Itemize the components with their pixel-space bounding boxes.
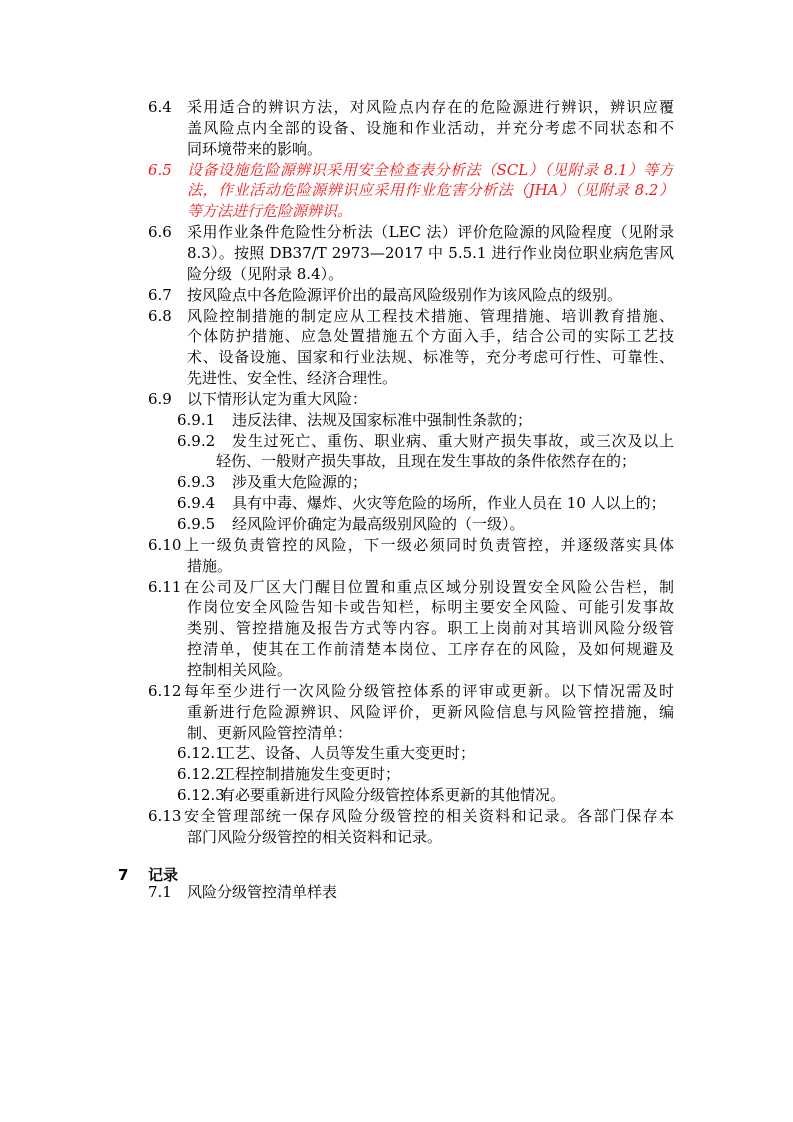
section-number: 7 — [118, 866, 129, 884]
clause-text-line: 先进性、安全性、经济合理性。 — [187, 369, 398, 388]
clause-text-line: 工程控制措施发生变更时； — [220, 765, 401, 784]
clause-text-line: 工艺、设备、人员等发生重大变更时； — [220, 744, 476, 763]
clause-text-line: 同环境带来的影响。 — [187, 139, 323, 158]
clause-label: 7.1 — [148, 883, 172, 901]
clause-text-line: 安全管理部统一保存风险分级管控的相关资料和记录。各部门保存本 — [184, 806, 674, 825]
clause-text-line: 术、设备设施、国家和行业法规、标准等，充分考虑可行性、可靠性、 — [187, 348, 674, 367]
clause-text-line: 按风险点中各危险源评价出的最高风险级别作为该风险点的级别。 — [187, 285, 623, 304]
clause-text-line: 等方法进行危险源辨识。 — [187, 202, 353, 221]
clause-text-line: 上一级负责管控的风险，下一级必须同时负责管控，并逐级落实具体 — [184, 535, 674, 554]
clause-text-line: 重新进行危险源辨识、风险评价，更新风险信息与风险管控措施，编 — [187, 702, 674, 721]
clause-label: 6.4 — [148, 98, 172, 116]
clause-text-line: 轻伤、一般财产损失事故，且现在发生事故的条件依然存在的； — [216, 452, 637, 471]
clause-label: 6.8 — [148, 306, 172, 325]
clause-label: 6.9.5 — [177, 515, 216, 533]
clause-label: 6.9.4 — [177, 494, 216, 513]
clause-text-line: 类别、管控措施及报告方式等内容。职工上岗前对其培训风险分级管 — [187, 619, 674, 638]
clause-text-line: 控制相关风险。 — [187, 660, 293, 679]
clause-text-line: 制、更新风险管控清单： — [187, 723, 353, 742]
clause-text-line: 措施。 — [187, 556, 233, 575]
clause-text-line: 在公司及厂区大门醒目位置和重点区域分别设置安全风险公告栏，制 — [184, 577, 674, 596]
clause-label: 6.9 — [148, 389, 172, 408]
clause-text-line: 个体防护措施、应急处置措施五个方面入手，结合公司的实际工艺技 — [187, 327, 674, 346]
clause-text-line: 发生过死亡、重伤、职业病、重大财产损失事故，或三次及以上 — [232, 431, 674, 450]
clause-text-line: 作岗位安全风险告知卡或告知栏，标明主要安全风险、可能引发事故 — [187, 598, 674, 617]
clause-label: 6.7 — [148, 285, 172, 304]
clause-text-line: 采用适合的辨识方法，对风险点内存在的危险源进行辨识，辨识应覆 — [187, 98, 674, 116]
clause-label: 6.6 — [148, 223, 172, 242]
clause-text-line: 控清单，使其在工作前清楚本岗位、工序存在的风险，及如何规避及 — [187, 640, 674, 659]
clause-label: 6.9.3 — [177, 473, 216, 492]
clause-text-line: 法，作业活动危险源辨识应采用作业危害分析法（JHA）（见附录 8.2） — [187, 181, 674, 200]
clause-text: 风险分级管控清单样表 — [187, 883, 338, 901]
clause-text-line: 每年至少进行一次风险分级管控体系的评审或更新。以下情况需及时 — [184, 681, 674, 700]
clause-text-line: 以下情形认定为重大风险： — [187, 389, 368, 408]
clause-label: 6.5 — [148, 160, 172, 179]
clause-label: 6.12 — [148, 681, 182, 700]
clause-text-line: 违反法律、法规及国家标准中强制性条款的； — [232, 410, 533, 429]
clause-label: 6.12.1 — [177, 744, 225, 763]
clause-text-line: 具有中毒、爆炸、火灾等危险的场所，作业人员在 10 人以上的； — [232, 494, 666, 513]
clause-text-line: 盖风险点内全部的设备、设施和作业活动，并充分考虑不同状态和不 — [187, 118, 674, 137]
clause-label: 6.9.2 — [177, 431, 216, 450]
clause-text-line: 采用作业条件危险性分析法（LEC 法）评价危险源的风险程度（见附录 — [187, 223, 674, 242]
clause-text-line: 有必要重新进行风险分级管控体系更新的其他情况。 — [220, 786, 566, 805]
clause-text-line: 经风险评价确定为最高级别风险的（一级）。 — [232, 515, 525, 533]
clause-text-line: 设备设施危险源辨识采用安全检查表分析法（SCL）（见附录 8.1）等方 — [187, 160, 674, 179]
clause-label: 6.10 — [148, 535, 182, 554]
clause-label: 6.12.2 — [177, 765, 225, 784]
clause-text-line: 险分级（见附录 8.4）。 — [187, 264, 344, 283]
clause-text-line: 8.3）。按照 DB37/T 2973—2017 中 5.5.1 进行作业岗位职业病危害风 — [187, 243, 674, 262]
section-title: 记录 — [148, 866, 179, 884]
clause-label: 6.9.1 — [177, 410, 216, 429]
clause-label: 6.11 — [148, 577, 182, 596]
clause-text-line: 风险控制措施的制定应从工程技术措施、管理措施、培训教育措施、 — [187, 306, 674, 325]
clause-text-line: 涉及重大危险源的； — [232, 473, 368, 492]
clause-label: 6.12.3 — [177, 786, 225, 805]
clause-label: 6.13 — [148, 806, 182, 825]
clause-text-line: 部门风险分级管控的相关资料和记录。 — [187, 827, 443, 846]
